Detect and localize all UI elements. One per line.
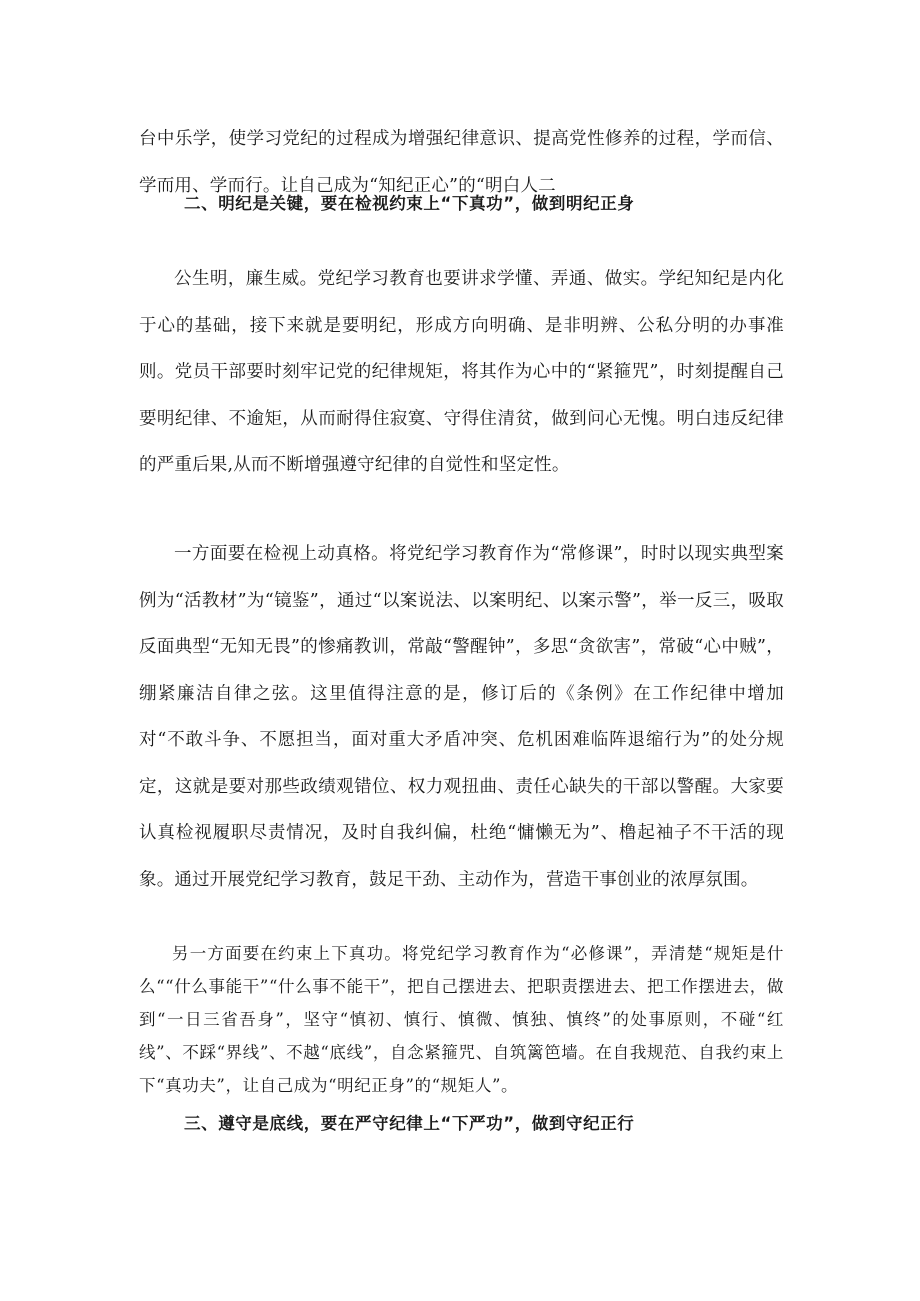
intro-paragraph: 台中乐学，使学习党纪的过程成为增强纪律意识、提高党性修养的过程，学而信、学而用、学而行。让自己成为“知纪正心”的“明白人二 xyxy=(139,129,784,196)
section-two-paragraph-1: 公生明，廉生威。党纪学习教育也要讲求学懂、弄通、做实。学纪知纪是内化于心的基础，接下来就是要明纪，形成方向明确、是非明辨、公私分明的办事准则。党员干部要时刻牢记党的纪律规矩，将其作为心中的“紧箍咒”，时刻提醒自己要明纪律、不逾矩，从而耐得住寂寞、守得住清贫，做到问心无愧。明白违反纪律的严重后果,从而不断增强遵守纪律的自觉性和坚定性。 xyxy=(139,269,784,475)
section-two-heading: 二、明纪是关键，要在检视约束上“下真功”，做到明纪正身 xyxy=(184,194,635,213)
section-two-paragraph-2: 一方面要在检视上动真格。将党纪学习教育作为“常修课”，时时以现实典型案例为“活教材”为“镜鉴”，通过“以案说法、以案明纪、以案示警”，举一反三，吸取反面典型“无知无畏”的惨痛教训，常敲“警醒钟”，多思“贪欲害”，常破“心中贼”，绷紧廉洁自律之弦。这里值得注意的是，修订后的《条例》在工作纪律中增加对“不敢斗争、不愿担当，面对重大矛盾冲突、危机困难临阵退缩行为”的处分规定，这就是要对那些政绩观错位、权力观扭曲、责任心缺失的干部以警醒。大家要认真检视履职尽责情况，及时自我纠偏，杜绝“慵懒无为”、橹起袖子不干活的现象。通过开展党纪学习教育，鼓足干劲、主动作为，营造干事创业的浓厚氛围。 xyxy=(139,544,784,890)
section-two-paragraph-3: 另一方面要在约束上下真功。将党纪学习教育作为“必修课”，弄清楚“规矩是什么““什么事能干”“什么事不能干”，把自己摆进去、把职责摆进去、把工作摆进去，做到“一日三省吾身”，坚守“慎初、慎行、慎微、慎独、慎终”的处事原则，不碰“红线”、不踩“界线”、不越“底线”，自念紧箍咒、自筑篱笆墙。在自我规范、自我约束上下“真功夫”，让自己成为“明纪正身”的“规矩人”。 xyxy=(139,944,784,1095)
section-three-heading: 三、遵守是底线，要在严守纪律上“下严功”，做到守纪正行 xyxy=(184,1114,635,1133)
